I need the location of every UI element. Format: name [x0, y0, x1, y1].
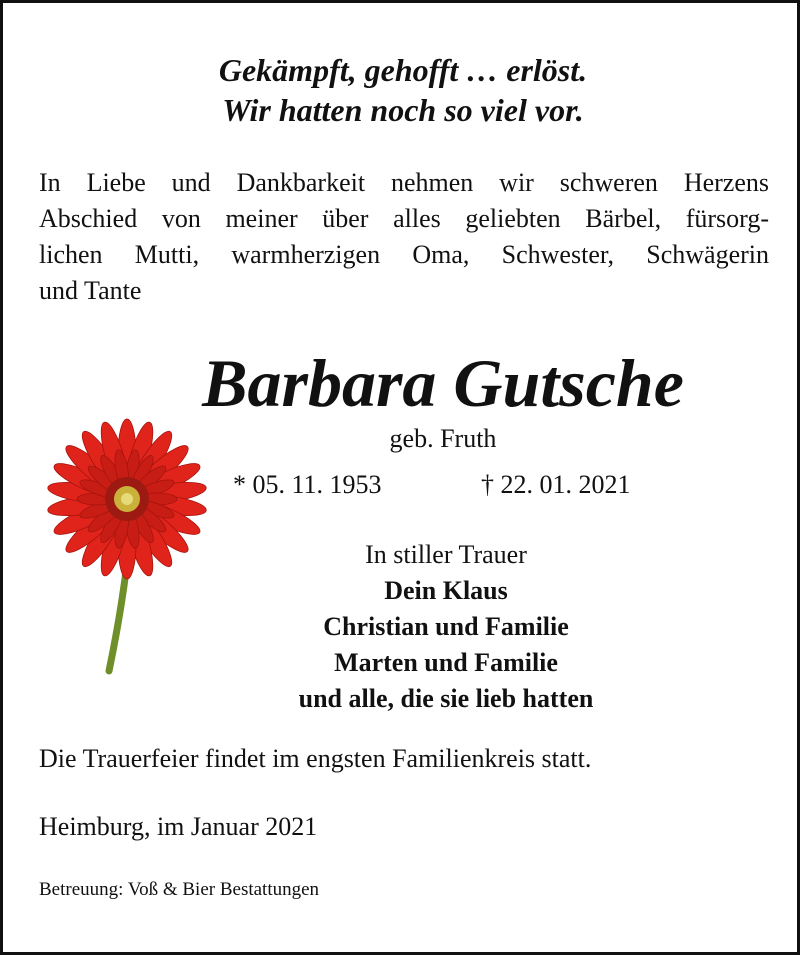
mourner-name: und alle, die sie lieb hatten: [298, 684, 594, 713]
deceased-name: Barbara Gutsche: [202, 345, 684, 421]
ceremony-note: Die Trauerfeier findet im engsten Familienkreis statt.: [39, 744, 592, 773]
birth-date: * 05. 11. 1953: [233, 470, 382, 499]
intro-paragraph: [39, 165, 769, 309]
intro-line: In Liebe und Dankbarkeit nehmen wir schweren Herzens: [39, 168, 769, 197]
funeral-service: Betreuung: Voß & Bier Bestattungen: [39, 879, 320, 900]
motto-line-1: Gekämpft, gehofft … erlöst.: [218, 52, 588, 88]
death-date: † 22. 01. 2021: [481, 470, 631, 499]
flower-center-highlight: [121, 493, 133, 505]
mourners-block: [3, 537, 800, 717]
mourners-intro: In stiller Trauer: [365, 540, 527, 569]
mourner-name: Marten und Familie: [334, 648, 558, 677]
intro-line: und Tante: [39, 276, 142, 305]
mourner-name: Christian und Familie: [323, 612, 569, 641]
intro-line: lichen Mutti, warmherzigen Oma, Schwester, Schwägerin: [39, 240, 769, 269]
place-date: Heimburg, im Januar 2021: [39, 812, 318, 841]
motto-line-2: Wir hatten noch so viel vor.: [222, 92, 584, 128]
mourner-name: Dein Klaus: [384, 576, 508, 605]
maiden-name: geb. Fruth: [389, 424, 497, 453]
intro-line: Abschied von meiner über alles geliebten Bärbel, fürsorg-: [39, 204, 769, 233]
